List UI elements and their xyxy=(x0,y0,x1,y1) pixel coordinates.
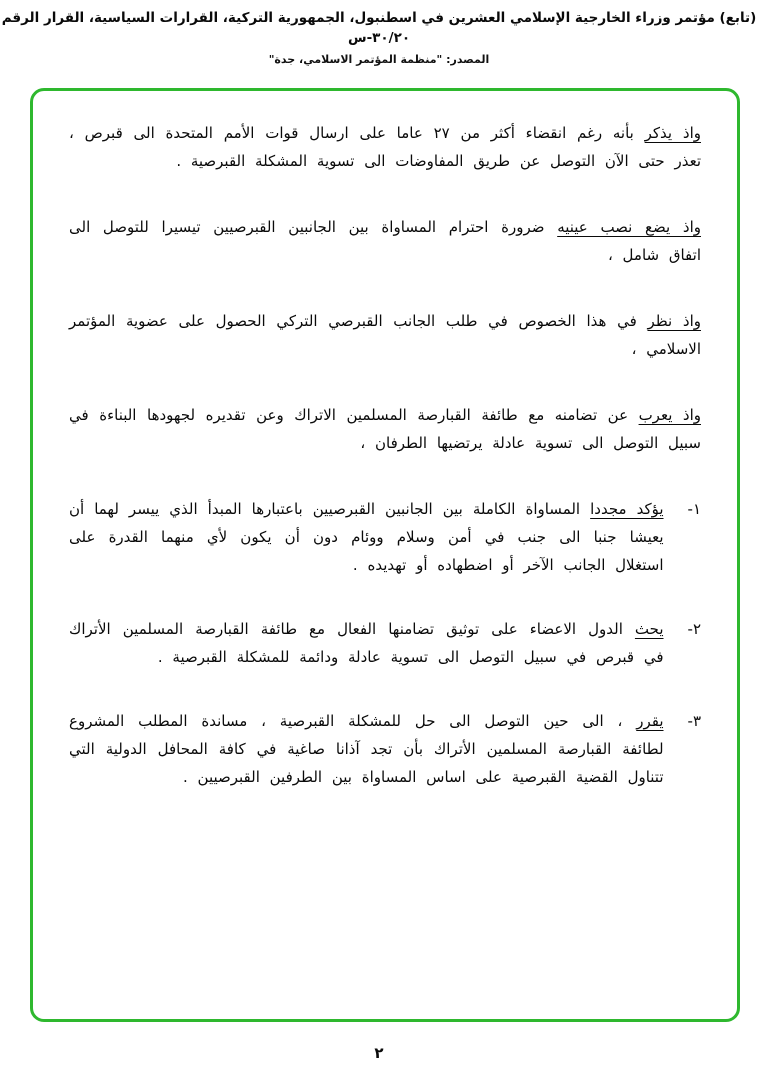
preamble-paragraph xyxy=(69,401,701,457)
preamble-paragraph xyxy=(69,307,701,363)
item-number: ١- xyxy=(687,500,701,518)
paragraph-body: بأنه رغم انقضاء أكثر من ٢٧ عاما على ارسال قوات الأمم المتحدة الى قبرص ، تعذر حتى الآن التوصل عن طريق المفاوضات الى تسوية المشكلة القبرصية . xyxy=(69,124,701,170)
preamble-paragraph xyxy=(69,213,701,269)
preamble-paragraph xyxy=(69,119,701,175)
paragraph-lead: يحث xyxy=(634,620,664,638)
item-body xyxy=(69,615,664,671)
item-body xyxy=(69,495,664,579)
document-header xyxy=(0,0,758,66)
paragraph-body: ، الى حين التوصل الى حل للمشكلة القبرصية ، مساندة المطلب المشروع لطائفة القبارصة المسلمين الأتراك بأن تجد آذانا صاغية في كافة المحافل الدولية التي تتناول القضية القبرصية على اساس المساواة بين الطرفين القبرصيين . xyxy=(69,712,664,786)
paragraph-body: ضرورة احترام المساواة بين الجانبين القبرصيين تيسيرا للتوصل الى اتفاق شامل ، xyxy=(69,218,701,264)
item-paragraph xyxy=(69,615,664,671)
paragraph-lead: واذ يضع نصب عينيه xyxy=(557,218,701,236)
resolution-item xyxy=(69,707,701,791)
resolution-item xyxy=(69,495,701,579)
item-number: ٣- xyxy=(687,712,701,730)
resolution-item xyxy=(69,615,701,671)
item-paragraph xyxy=(69,707,664,791)
document-border xyxy=(30,88,740,1022)
paragraph-lead: يؤكد مجددا xyxy=(590,500,664,518)
source-line: المصدر: "منظمة المؤتمر الاسلامي، جدة" xyxy=(268,53,490,66)
item-number: ٢- xyxy=(687,620,701,638)
item-body xyxy=(69,707,664,791)
paragraph-body: في هذا الخصوص في طلب الجانب القبرصي التركي الحصول على عضوية المؤتمر الاسلامي ، xyxy=(69,312,701,358)
paragraph-lead: واذ نظر xyxy=(647,312,701,330)
page-number: ٢ xyxy=(374,1044,384,1062)
paragraph-lead: واذ يذكر xyxy=(644,124,701,142)
item-paragraph xyxy=(69,495,664,579)
header-title: (تابع) مؤتمر وزراء الخارجية الإسلامي العشرين في اسطنبول، الجمهورية التركية، القرارات السياسية، القرار الرقم ٣٠/٢٠-س xyxy=(1,10,757,46)
paragraph-body: عن تضامنه مع طائفة القبارصة المسلمين الاتراك وعن تقديره لجهودها البناءة في سبيل التوصل الى تسوية عادلة يرتضيها الطرفان ، xyxy=(69,406,701,452)
paragraph-body: المساواة الكاملة بين الجانبين القبرصيين باعتبارها المبدأ الذي ييسر لهما أن يعيشا جنبا الى جنب في أمن وسلام ووئام دون أن يكون لأي منهما القدرة على استغلال الجانب الآخر أو اضطهاده أو تهديده . xyxy=(69,500,664,574)
paragraph-lead: يقرر xyxy=(636,712,664,730)
paragraph-lead: واذ يعرب xyxy=(638,406,701,424)
paragraph-body: الدول الاعضاء على توثيق تضامنها الفعال مع طائفة القبارصة المسلمين الأتراك في قبرص في سبيل التوصل الى تسوية عادلة ودائمة للمشكلة القبرصية . xyxy=(69,620,664,666)
